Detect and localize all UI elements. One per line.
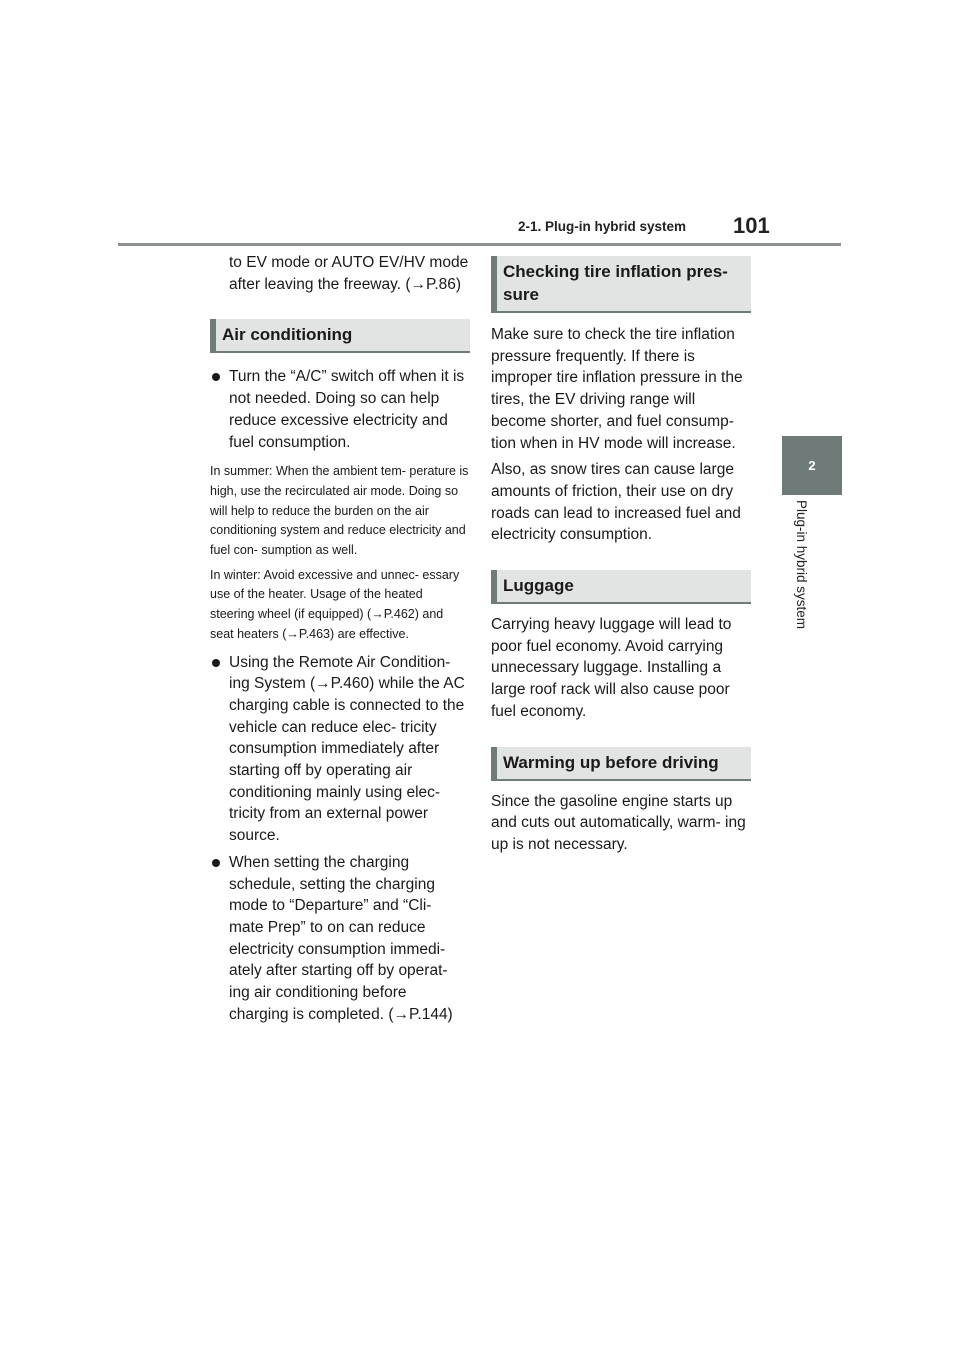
header-divider [118, 243, 841, 246]
list-item: When setting the charging schedule, setting the charging mode to “Departure” and “Cli- mate Prep” to on can reduce electricity consumption immedi- ately after starting off by operat- ing air conditioning before charging is completed. (→P.144) [210, 852, 470, 1026]
tire-paragraph-2: Also, as snow tires can cause large amounts of friction, their use on dry roads can lead to increased fuel and electricity consumption. [491, 461, 741, 544]
heading-luggage: Luggage [491, 570, 751, 604]
section-title: 2-1. Plug-in hybrid system [518, 219, 687, 234]
chapter-tab-label: Plug-in hybrid system [794, 500, 809, 630]
bullet-icon [212, 659, 220, 667]
bullet-icon [212, 373, 220, 381]
page-number: 101 [733, 213, 770, 238]
luggage-paragraph: Carrying heavy luggage will lead to poor fuel economy. Avoid carrying unnecessary luggage. Installing a large roof rack will also cause poor fuel economy. [491, 616, 732, 720]
list-item: Turn the “A/C” switch off when it is not needed. Doing so can help reduce excessive electricity and fuel consumption. [210, 366, 470, 453]
warmup-paragraph: Since the gasoline engine starts up and cuts out automatically, warm- ing up is not necessary. [491, 792, 746, 853]
note-summer: In summer: When the ambient tem- perature is high, use the recirculated air mode. Doing so will help to reduce the burden on the air conditioning system and reduce electricity and fuel con- sumption as well. [210, 464, 469, 558]
heading-warming-up: Warming up before driving [491, 747, 751, 781]
right-column [491, 256, 751, 856]
left-column [210, 252, 470, 1026]
bullet-icon [212, 859, 220, 867]
list-item: Using the Remote Air Condition- ing System (→P.460) while the AC charging cable is connected to the vehicle can reduce elec- tricity consumption immediately after starting off by operating air conditioning mainly using elec- tricity from an external power source. [210, 652, 470, 847]
note-winter: In winter: Avoid excessive and unnec- essary use of the heater. Usage of the heated steering wheel (if equipped) (→P.462) and seat heaters (→P.463) are effective. [210, 567, 460, 641]
chapter-tab[interactable]: 2 [782, 436, 842, 495]
heading-tire-inflation: Checking tire inflation pres- sure [491, 256, 751, 313]
continued-paragraph: to EV mode or AUTO EV/HV mode after leaving the freeway. (→P.86) [229, 254, 469, 293]
heading-air-conditioning: Air conditioning [210, 319, 470, 353]
tire-paragraph-1: Make sure to check the tire inflation pressure frequently. If there is improper tire inflation pressure in the tires, the EV driving range will become shorter, and fuel consump- tion when in HV mode will increase. [491, 326, 743, 452]
